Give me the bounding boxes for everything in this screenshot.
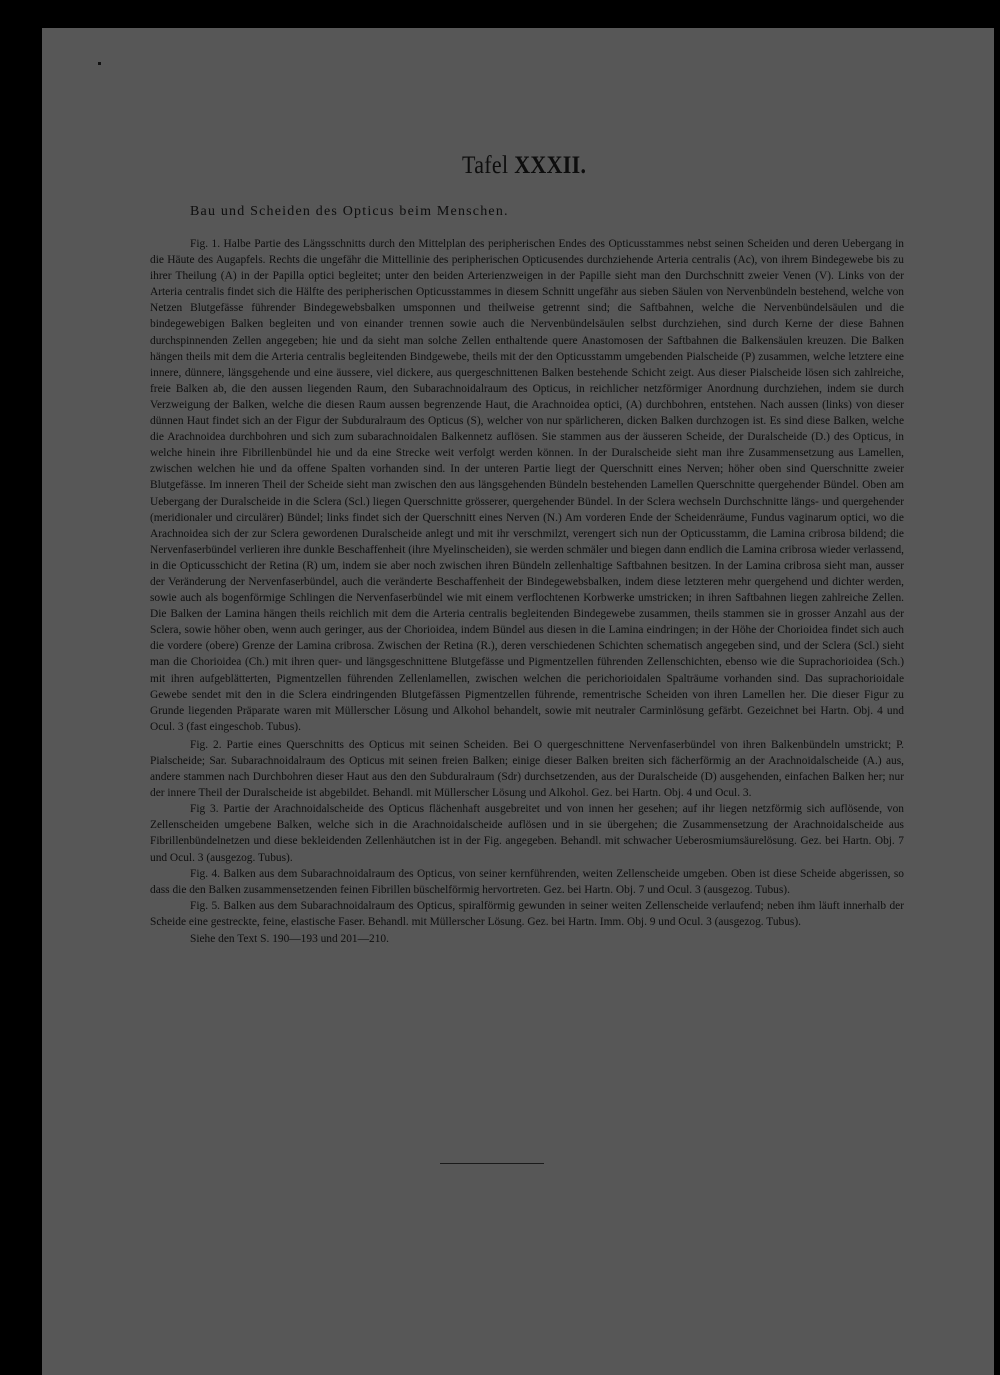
end-divider (440, 1163, 544, 1164)
plate-label: Tafel (462, 150, 509, 179)
fig-4-description: Fig. 4. Balken aus dem Subarachnoidalraum des Opticus, von seiner kernführenden, weiten Zellenscheide umgeben. Oben ist diese Scheide abgerissen, so dass die den Balken zusammensetzenden feinen Fibrillen büschelförmig hervortreten. Gez. bei Hartn. Obj. 7 und Ocul. 3 (ausgezog. Tubus). (150, 867, 904, 896)
fig-2-description: Fig. 2. Partie eines Querschnitts des Opticus mit seinen Scheiden. Bei O quergeschnittene Nervenfaserbündel von ihren Balkenbündeln umstrickt; P. Pialscheide; Sar. Subarachnoidalraum des Opticus mit seinen freien Balken; einige dieser Balken breiten sich fächerförmig an der Arachnoidalscheide (A.) aus, andere stammen nach Durchbohren dieser Haut aus den den Subduralraum (Sdr) durchsetzenden, aus der Duralscheide (D) ausgehenden, einfachen Balken her; nur der innere Theil der Duralscheide ist abgebildet. Behandl. mit Müllerscher Lösung und Alkohol. Gez. bei Hartn. Obj. 4 und Ocul. 3. (150, 738, 904, 800)
figure-descriptions (150, 236, 904, 947)
fig-3-description: Fig 3. Partie der Arachnoidalscheide des Opticus flächenhaft ausgebreitet und von innen her gesehen; auf ihr liegen netzförmig sich auflösende, von Zellenscheiden umgebene Balken, welche sich in die Arachnoidalscheide auflösen und in sie übergehen; die Zusammensetzung der Arachnoidalscheide aus Fibrillenbündelnetzen und diese bekleidenden Zellenhäutchen ist in der Fig. angegeben. Behandl. mit schwacher Ueberosmiumsäurelösung. Gez. bei Hartn. Obj. 7 und Ocul. 3 (ausgezog. Tubus). (150, 803, 904, 864)
plate-subtitle: Bau und Scheiden des Opticus beim Menschen. (190, 204, 509, 219)
document-page (42, 28, 994, 1375)
plate-title (462, 150, 586, 180)
plate-number: XXXII. (514, 150, 587, 179)
fig-1-description: Fig. 1. Halbe Partie des Längsschnitts durch den Mittelplan des peripherischen Endes des Opticusstammes nebst seinen Scheiden und deren Uebergang in die Häute des Augapfels. Rechts die ungefähr die Mittellinie des peripherischen Opticusendes durchziehende Arteria centralis (Ac), von ihrem Bindegewebe bis zu ihrer Theilung (A) in der Papilla optici begleitet; unter den beiden Arterienzweigen in der Papille sieht man den Durchschnitt zweier Venen (V). Links von der Arteria centralis findet sich die Hälfte des peripherischen Opticusstammes in diesem Schnitt ungefähr aus sieben Säulen von Nervenbündeln bestehend, welche von Netzen Blutgefässe führender Bindegewebsbalken umsponnen und theilweise getrennt sind; die Saftbahnen, welche die Nervenbündelsäulen und die bindegewebigen Balken begleiten und von einander trennen sowie auch die Nervenbündelsäulen selbst durchziehen, sind durch Kerne der diese Bahnen durchspinnenden Zellen angegeben; hie und da sieht man solche Zellen enthaltende quere Anastomosen der Saftbahnen die Balkensäulen kreuzen. Die Balken hängen theils mit dem die Arteria centralis begleitenden Bindgewebe, theils mit der den Opticusstamm umgebenden Pialscheide (P) zusammen, welche letztere eine innere, dünnere, längsgehende und eine äussere, viel dickere, aus quergeschnittenen Balken bestehende Schicht zeigt. Aus dieser Pialscheide lösen sich zahlreiche, freie Balken ab, die den aussen liegenden Raum, den Subarachnoidalraum des Opticus, in reichlicher netzförmiger Anordnung durchziehen, indem sie durch Verzweigung der Balken, welche die diesen Raum aussen begrenzende Haut, die Arachnoidea optici, (A) durchbohren, entstehen. Nach aussen (links) von dieser dünnen Haut findet sich an der Figur der Subduralraum des Opticus (S), welcher von nur spärlicheren, dicken Balken durchzogen ist. Es sind diese Balken, welche die Arachnoidea durchbohren und sich zum subarachnoidalen Balkennetz auflösen. Sie stammen aus der äusseren Scheide, der Duralscheide (D.) des Opticus, in welche hinein ihre Fibrillenbündel hie und da eine Strecke weit verfolgt werden können. In der Duralscheide sieht man ihre Zusammensetzung aus Lamellen, zwischen welchen hie und da offene Spalten vorhanden sind. In der unteren Partie liegt der Querschnitt eines Nerven; höher oben sind Querschnitte zweier Blutgefässe. Im inneren Theil der Scheide sieht man zwischen den aus längsgehenden Bündeln bestehenden Lamellen Querschnitte quergehender Bündel. Oben am Uebergang der Duralscheide in die Sclera (Scl.) liegen Querschnitte grösserer, quergehender Bündel. In der Sclera wechseln Durchschnitte längs- und quergehender (meridionaler und circulärer) Bündel; links findet sich der Querschnitt eines Nerven (N.) Am vorderen Ende der Scheidenräume, Fundus vaginarum optici, wo die Arachnoidea sich der zur Sclera gewordenen Duralscheide anlegt und mit ihr verschmilzt, verengert sich nun der Opticusstamm, die Lamina cribrosa bildend; die Nervenfaserbündel verlieren ihre dunkle Beschaffenheit (ihre Myelinscheiden), sie werden schmäler und biegen dann endlich die Lamina cribrosa wieder verlassend, in die Opticusschicht der Retina (R) um, indem sie aber noch zwischen ihren Bündeln zellenhaltige Saftbahnen besitzen. In der Lamina cribrosa sieht man, ausser der Veränderung der Nervenfaserbündel, auch die veränderte Beschaffenheit der Bindegewebsbalken, indem diese letzteren mehr quergehend und dichter werden, sowie auch als bogenförmige Schlingen die Nervenfaserbündel wie mit einem verflochtenen Korbwerke umstricken; in ihren Saftbahnen liegen zahlreiche Zellen. Die Balken der Lamina hängen theils reichlich mit dem die Arteria centralis begleitenden Bindegewebe zusammen, theils stammen sie in grosser Anzahl aus der Sclera, sowie höher oben, wenn auch geringer, aus der Chorioidea, indem Bündel aus diesen in die Lamina eindringen; in der Höhe der Chorioidea findet sich auch die vordere (obere) Grenze der Lamina cribrosa. Zwischen der Retina (R.), deren verschiedenen Schichten schematisch angegeben sind, und der Sclera (Scl.) sieht man die Chorioidea (Ch.) mit ihren quer- und längsgeschnittene Blutgefässe und Pigmentzellen führenden Zellenschichten, ebenso wie die Suprachorioidea (Sch.) mit ihren aufgeblätterten, Pigmentzellen führenden Zellenlamellen, zwischen welchen die perichorioidalen Spalträume vorhanden sind. Das suprachorioidale Gewebe sendet mit den in die Sclera eindringenden Blutgefässen Pigmentzellen führende, rementrische Scheiden von ihren Lamellen her. Die dieser Figur zu Grunde liegenden Präparate waren mit Müllerscher Lösung und Alkohol behandelt, sowie mit neutraler Carminlösung gefärbt. Gezeichnet bei Hartn. Obj. 4 und Ocul. 3 (fast eingeschob. Tubus). (150, 238, 904, 733)
fig-5-description: Fig. 5. Balken aus dem Subarachnoidalraum des Opticus, spiralförmig gewunden in seiner weiten Zellenscheide verlaufend; neben ihm läuft innerhalb der Scheide eine gestreckte, feine, elastische Faser. Behandl. mit Müllerscher Lösung. Gez. bei Hartn. Imm. Obj. 9 und Ocul. 3 (ausgezog. Tubus). (150, 899, 904, 928)
text-reference: Siehe den Text S. 190—193 und 201—210. (190, 933, 389, 946)
scan-speck (98, 62, 101, 65)
